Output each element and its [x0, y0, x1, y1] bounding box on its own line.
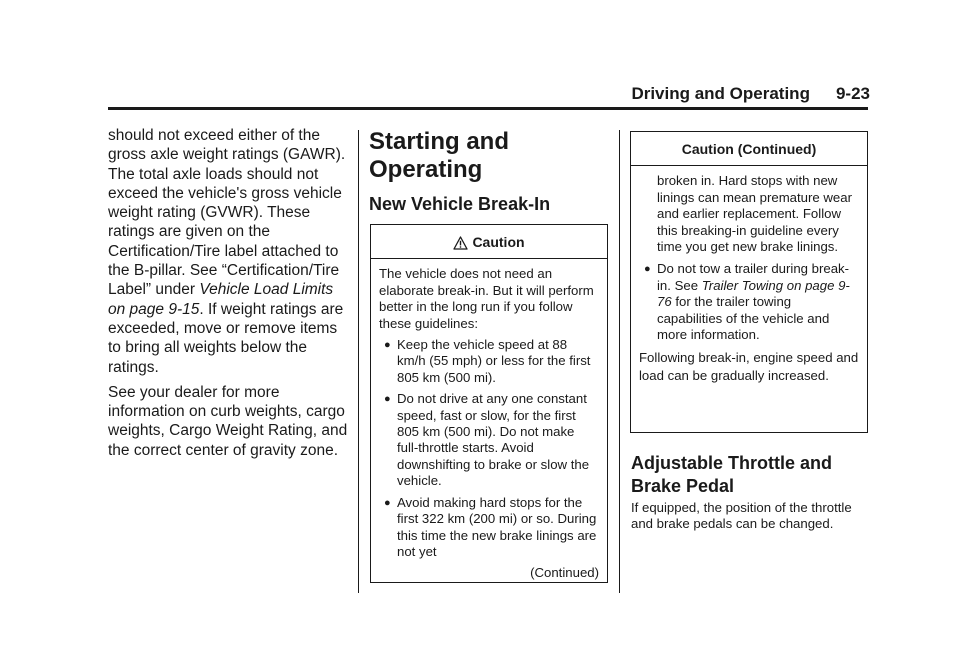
caution-list [639, 173, 859, 343]
bullet-icon: ● [384, 393, 391, 406]
paragraph-weight-ratings [108, 126, 348, 377]
caution-body [631, 166, 867, 394]
caution-header [371, 225, 607, 259]
caution-intro: The vehicle does not need an elaborate break-in. But it will perform better in the long run if you follow these guidelines: [379, 266, 594, 331]
header-section: Driving and Operating [631, 84, 810, 103]
continued-label: (Continued) [530, 565, 599, 581]
warning-triangle-icon [453, 236, 468, 250]
list-item-text: Keep the vehicle speed at 88 km/h (55 mph) or less for the first 805 km (500 mi). [397, 337, 591, 385]
column-1 [108, 126, 348, 466]
subsection-title-adjustable-pedals: Adjustable Throttle and Brake Pedal [631, 453, 833, 496]
list-item-text: Do not drive at any one constant speed, fast or slow, for the first 805 km (500 mi). Do not make full-throttle starts. Avoid downshifting to brake or slow the vehicle. [397, 391, 590, 489]
caution-list [379, 337, 599, 560]
paragraph-dealer-info: See your dealer for more information on curb weights, cargo weights, Cargo Weight Rating, and the correct center of gravity zone. [108, 383, 348, 459]
list-item-text: broken in. Hard stops with new linings can mean premature wear and earlier replacement. Follow this breaking-in guideline every time you get new brake linings. [657, 173, 852, 255]
caution-title: Caution (Continued) [681, 141, 817, 157]
caution-box-continued [630, 131, 868, 433]
list-item [379, 391, 599, 489]
bullet-icon: ● [384, 339, 391, 352]
page-number: 9-23 [835, 84, 870, 103]
caution-closing: Following break-in, engine speed and load can be gradually increased. [639, 350, 859, 384]
caution-body [371, 259, 607, 585]
paragraph-text: should not exceed either of the gross axle weight ratings (GAWR). The total axle loads should not exceed the vehicle's gross vehicle weight rating (GVWR). These ratings are given on the Certification/Tire label attached to the B-pillar. See “Certification/Tire Label” under [108, 127, 346, 299]
list-item-text: Do not tow a trailer during break-in. See [657, 261, 850, 293]
column-divider-right [619, 130, 620, 593]
header-rule [108, 107, 868, 110]
cross-reference-link[interactable]: Vehicle Load Limits on page 9-15 [108, 281, 334, 318]
caution-title: Caution [472, 234, 525, 250]
bullet-icon: ● [384, 496, 391, 509]
cross-reference-link[interactable]: Trailer Towing on page 9-76 [657, 277, 850, 310]
paragraph-adjustable-pedals: If equipped, the position of the throttle and brake pedals can be changed. [631, 500, 852, 532]
caution-box-break-in [370, 224, 608, 583]
paragraph-text: . If weight ratings are exceeded, move or remove items to bring all weights below the ratings. [108, 300, 344, 376]
list-item [379, 495, 599, 561]
column-divider-left [358, 130, 359, 593]
list-item-continued [639, 173, 859, 255]
running-header [560, 84, 870, 104]
list-item-text: Avoid making hard stops for the first 322 km (200 mi) or so. During this time the new brake linings are not yet [397, 494, 597, 559]
section-title: Starting and Operating [369, 128, 510, 183]
subsection-title-break-in: New Vehicle Break-In [369, 194, 551, 214]
list-item [639, 261, 859, 343]
list-item [379, 337, 599, 386]
caution-header [631, 132, 867, 166]
list-item-text: for the trailer towing capabilities of the vehicle and more information. [657, 294, 830, 343]
bullet-icon: ● [644, 263, 651, 276]
